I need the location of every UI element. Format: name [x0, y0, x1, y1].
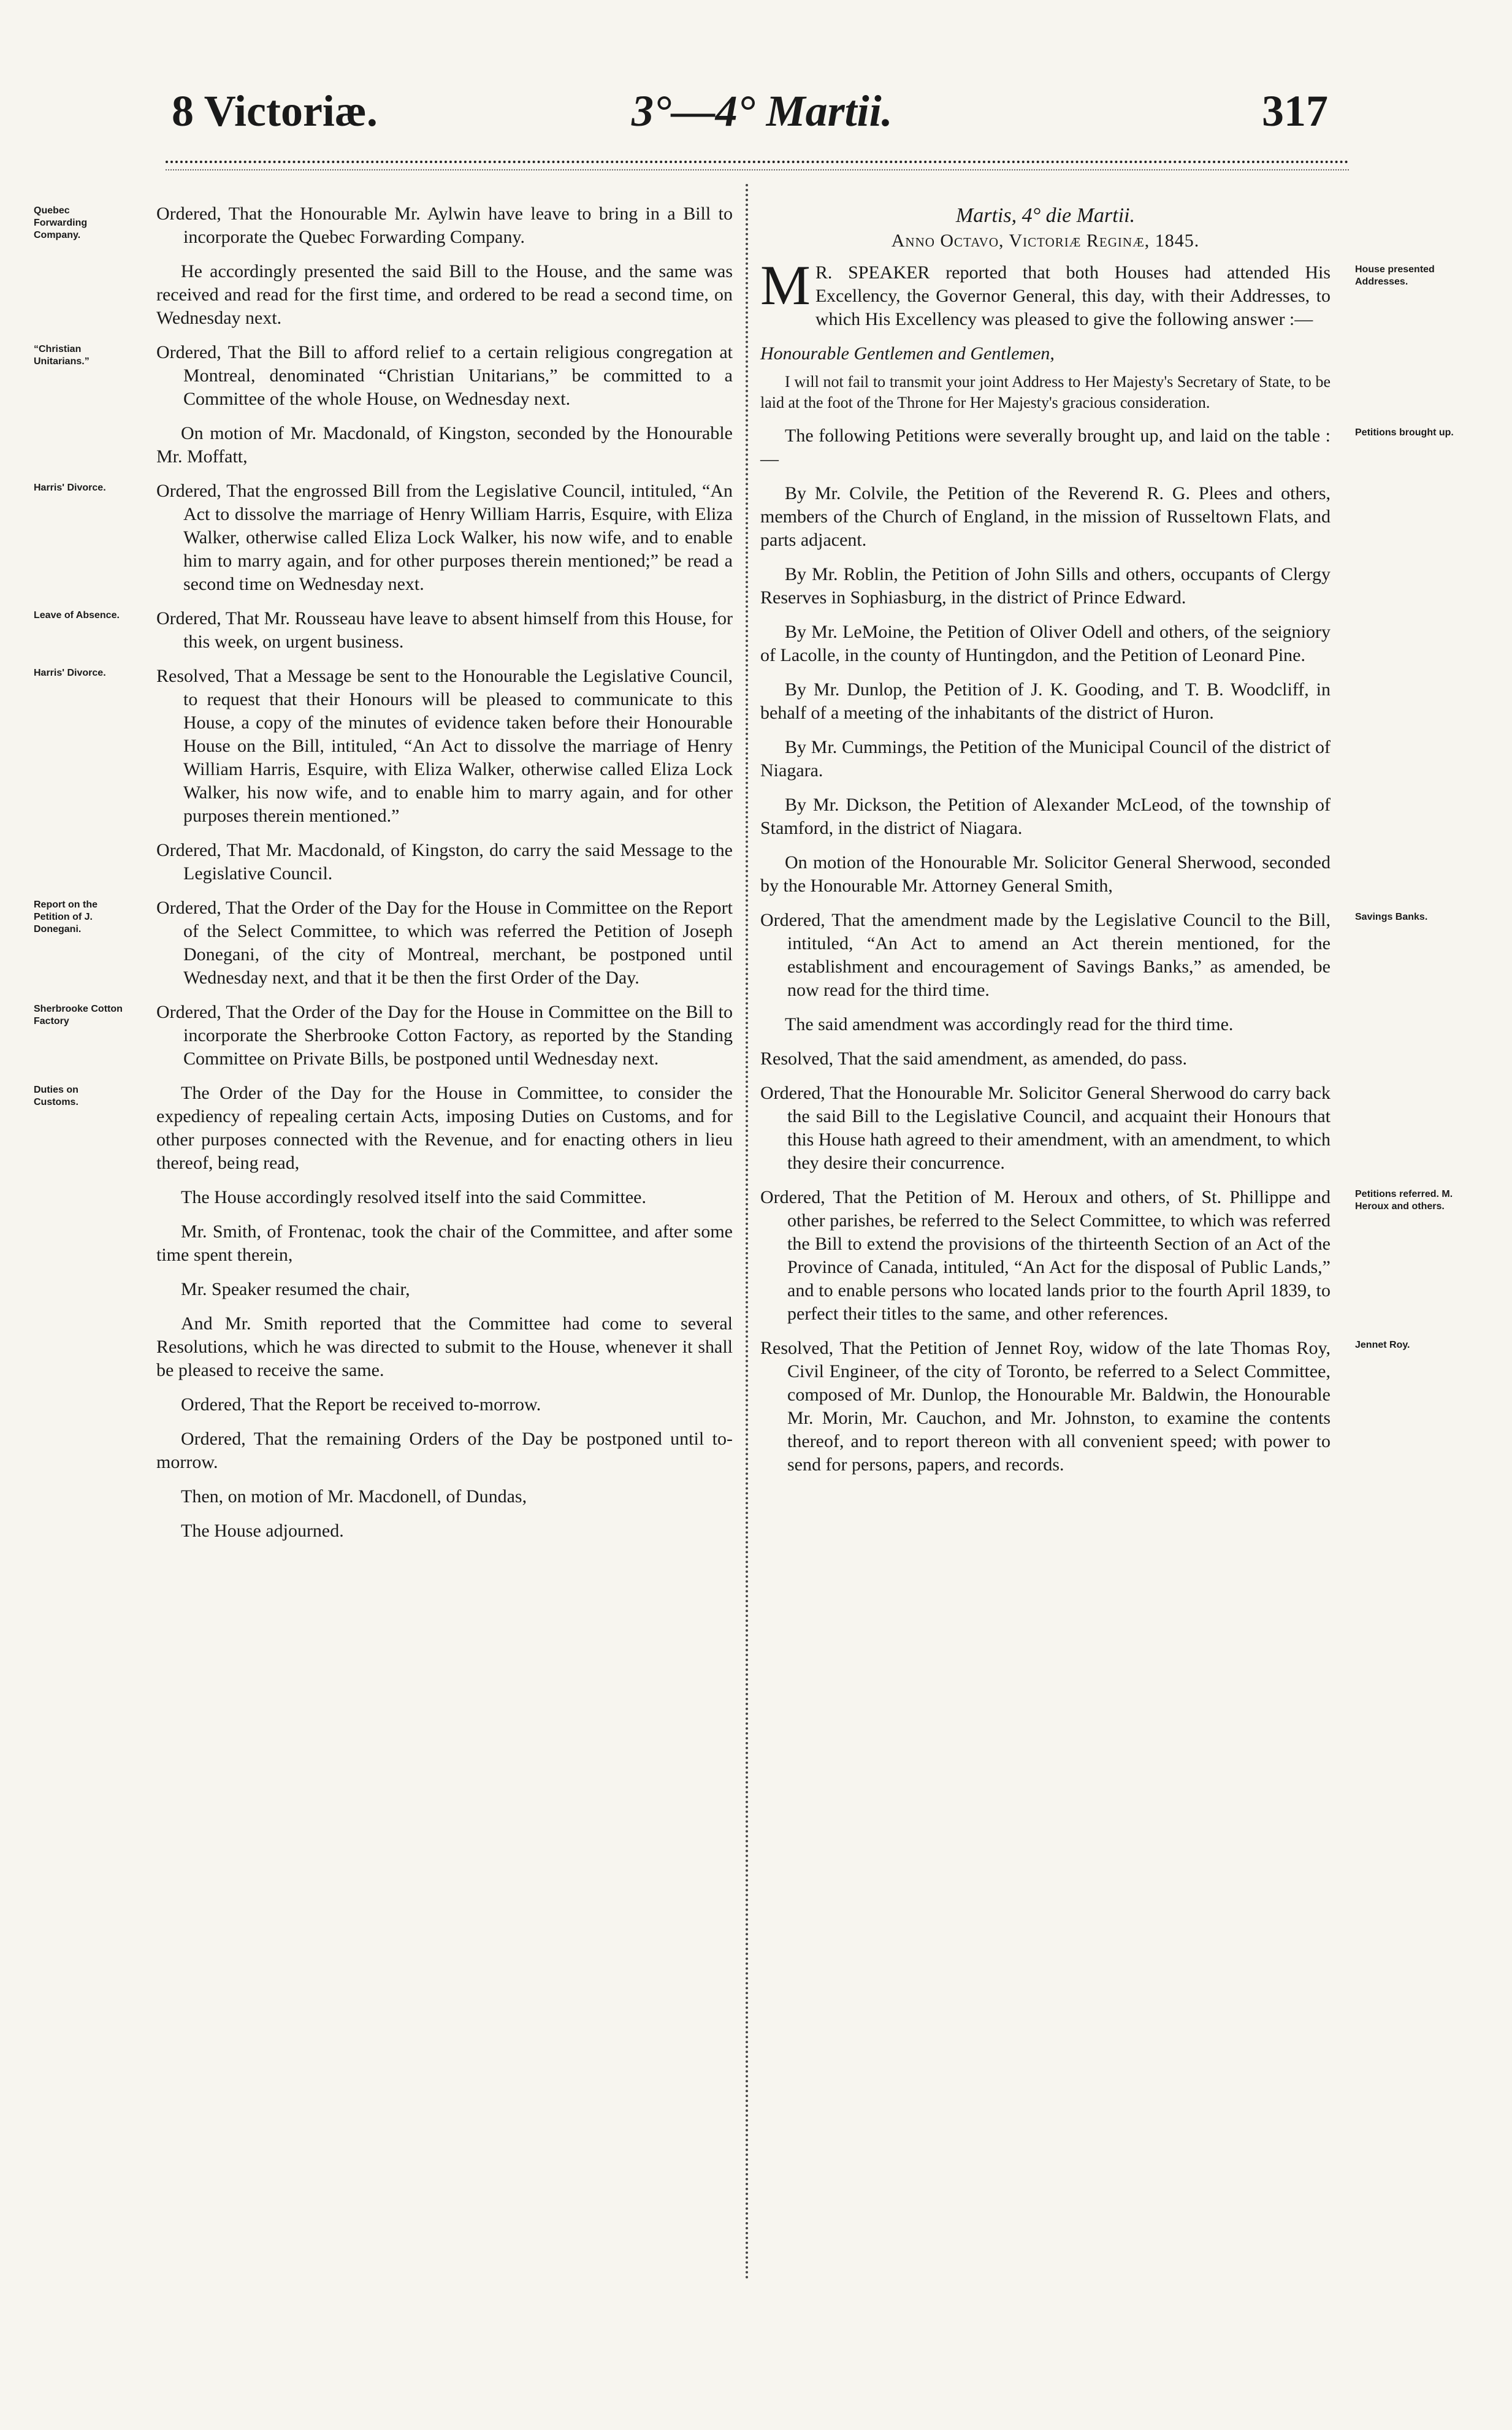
journal-entry [156, 422, 733, 468]
journal-entry [760, 424, 1454, 471]
entry-text: By Mr. LeMoine, the Petition of Oliver Odell and others, of the seigniory of Lacolle, in the county of Huntingdon, and the Petition of Leonard Pine. [760, 622, 1331, 665]
journal-entry [156, 1427, 733, 1474]
journal-entry [34, 665, 733, 828]
entry-text: He accordingly presented the said Bill to the House, and the same was received and read for the first time, and ordered to be read a second time, on Wednesday next. [156, 261, 733, 328]
journal-entry [760, 1337, 1410, 1477]
entry-text: Ordered, That Mr. Macdonald, of Kingston, do carry the said Message to the Legislative Council. [156, 840, 733, 884]
drop-cap: M [760, 254, 811, 316]
entry-text: Ordered, That the Honourable Mr. Aylwin have leave to bring in a Bill to incorporate the Quebec Forwarding Company. [156, 204, 733, 247]
journal-entry [156, 1393, 733, 1416]
journal-entry [760, 851, 1331, 898]
margin-note: Harris' Divorce. [34, 668, 106, 678]
journal-entry [760, 909, 1428, 1002]
margin-note: Sherbrooke Cotton Factory [34, 1004, 123, 1026]
header-rule [166, 161, 1349, 163]
entry-text: By Mr. Dunlop, the Petition of J. K. Gooding, and T. B. Woodcliff, in behalf of a meeting of the inhabitants of the district of Huron. [760, 679, 1331, 723]
entry-text: Ordered, That the remaining Orders of the Day be postponed until to-morrow. [156, 1429, 733, 1472]
left-column [34, 202, 733, 1554]
margin-note: “Christian Unitarians.” [34, 344, 90, 367]
journal-entry [34, 341, 733, 411]
header-rule-secondary [166, 169, 1349, 170]
journal-entry [760, 678, 1331, 725]
entry-text: Ordered, That the Order of the Day for the House in Committee on the Bill to incorporate the Sherbrooke Cotton Factory, as reported by the Standing Committee on Private Bills, be postponed until Wednesday next. [156, 1002, 733, 1069]
salutation: Honourable Gentlemen and Gentlemen, [760, 343, 1055, 364]
opening-paragraph [760, 254, 1435, 331]
governor-answer: I will not fail to transmit your joint Address to Her Majesty's Secretary of State, to be laid at the foot of the Throne for Her Majesty's gracious consideration. [760, 373, 1331, 411]
entry-text: Then, on motion of Mr. Macdonell, of Dundas, [181, 1486, 527, 1507]
entry-text: Resolved, That the Petition of Jennet Roy, widow of the late Thomas Roy, Civil Engineer, of the city of Toronto, be referred to a Select Committee, composed of Mr. Dunlop, the Honourable Mr. Baldwin, the Honourable Mr. Morin, Mr. Cauchon, and Mr. Johnston, to examine the contents thereof, and to report thereon with all convenient speed; with power to send for persons, papers, and records. [760, 1338, 1331, 1475]
journal-entry [760, 736, 1331, 782]
margin-note: House presented Addresses. [1355, 264, 1435, 287]
journal-entry [760, 793, 1331, 840]
entry-text: Ordered, That the Petition of M. Heroux and others, of St. Phillippe and other parishes, be referred to the Select Committee, to which was referred the Bill to extend the provisions of the thirteenth Section of an Act of the Province of Canada, intituled, “An Act for the disposal of Public Lands,” and to enable persons who located lands prior to the fourth April 1839, to perfect their titles to the same, and other references. [760, 1187, 1331, 1324]
journal-entry [156, 1220, 733, 1267]
journal-entry [156, 1278, 733, 1301]
journal-entry [760, 1047, 1331, 1071]
running-head-left: 8 Victoriæ. [172, 86, 378, 136]
margin-note: Leave of Absence. [34, 610, 120, 621]
margin-note: Jennet Roy. [1355, 1340, 1410, 1350]
right-column-entries [760, 424, 1454, 1477]
journal-entry [34, 607, 733, 654]
entry-text: Mr. Smith, of Frontenac, took the chair of the Committee, and after some time spent therein, [156, 1221, 733, 1265]
entry-text: Ordered, That the amendment made by the Legislative Council to the Bill, intituled, “An Act to amend an Act therein mentioned, for the establishment and encouragement of Savings Banks,” as amended, be now read for the third time. [760, 910, 1331, 1000]
journal-entry [34, 202, 733, 249]
entry-text: The Order of the Day for the House in Committee, to consider the expediency of repealing certain Acts, imposing Duties on Customs, and for other purposes connected with the Revenue, and for enacting others in lieu thereof, being read, [156, 1083, 733, 1173]
running-head-center: 3°—4° Martii. [632, 86, 893, 136]
regnal-line: Anno Octavo, Victoriæ Reginæ, 1845. [891, 231, 1200, 251]
entry-text: On motion of the Honourable Mr. Solicitor General Sherwood, seconded by the Honourable Mr. Attorney General Smith, [760, 852, 1331, 896]
entry-text: The House accordingly resolved itself into the said Committee. [181, 1187, 646, 1207]
entry-text: On motion of Mr. Macdonald, of Kingston, seconded by the Honourable Mr. Moffatt, [156, 423, 733, 467]
journal-entry [156, 260, 733, 330]
journal-entry [760, 1013, 1331, 1036]
journal-entry [156, 1186, 733, 1209]
entry-text: By Mr. Dickson, the Petition of Alexander McLeod, of the township of Stamford, in the district of Niagara. [760, 795, 1331, 838]
margin-note: Savings Banks. [1355, 912, 1428, 922]
column-divider [746, 184, 748, 2281]
entry-text: By Mr. Roblin, the Petition of John Sills and others, occupants of Clergy Reserves in Sophiasburg, in the district of Prince Edward. [760, 564, 1331, 608]
entry-text: The said amendment was accordingly read for the third time. [785, 1014, 1234, 1034]
journal-entry [760, 621, 1331, 667]
journal-entry [156, 839, 733, 885]
entry-text: By Mr. Cummings, the Petition of the Municipal Council of the district of Niagara. [760, 737, 1331, 781]
page-header [0, 86, 1512, 153]
journal-entry [156, 1485, 733, 1508]
journal-entry [156, 1519, 733, 1543]
journal-entry [34, 896, 733, 990]
journal-entry [34, 480, 733, 596]
journal-entry [760, 1082, 1331, 1175]
date-heading: Martis, 4° die Martii. [955, 204, 1136, 227]
entry-text: Ordered, That the Report be received to-morrow. [181, 1394, 541, 1415]
journal-entry [760, 563, 1331, 609]
journal-entry [760, 1186, 1453, 1326]
entry-text: By Mr. Colvile, the Petition of the Reverend R. G. Plees and others, members of the Church of England, in the mission of Russeltown Flats, and parts adjacent. [760, 483, 1331, 550]
entry-text: Ordered, That the Honourable Mr. Solicitor General Sherwood do carry back the said Bill to the Legislative Council, and acquaint their Honours that this House hath agreed to their amendment, with an amendment, to which they desire their concurrence. [760, 1083, 1331, 1173]
entry-text: Ordered, That the Bill to afford relief to a certain religious congregation at Montreal, denominated “Christian Unitarians,” be committed to a Committee of the whole House, on Wednesday next. [156, 342, 733, 409]
journal-entry [156, 1312, 733, 1382]
right-column [760, 202, 1454, 1488]
entry-text: Resolved, That the said amendment, as amended, do pass. [760, 1049, 1187, 1069]
page-number: 317 [1262, 86, 1328, 136]
journal-entry [34, 1001, 733, 1071]
entry-text: Resolved, That a Message be sent to the Honourable the Legislative Council, to request that their Honours will be pleased to communicate to this House, a copy of the minutes of evidence taken before their Honourable House on the Bill, intituled, “An Act to dissolve the marriage of Henry William Harris, Esquire, with Eliza Walker, otherwise called Eliza Lock Walker, his now wife, and to enable him to marry again, and for other purposes therein mentioned.” [156, 666, 733, 826]
margin-note: Quebec Forwarding Company. [34, 205, 88, 240]
journal-entry [34, 1082, 733, 1175]
entry-text: Ordered, That the engrossed Bill from the Legislative Council, intituled, “An Act to dissolve the marriage of Henry William Harris, Esquire, with Eliza Walker, otherwise called Eliza Lock Walker, his now wife, and to enable him to marry again, and for other purposes therein mentioned;” be read a second time on Wednesday next. [156, 481, 733, 594]
entry-text: The House adjourned. [181, 1521, 344, 1541]
entry-text: And Mr. Smith reported that the Committee had come to several Resolutions, which he was directed to submit to the House, whenever it shall be pleased to receive the same. [156, 1313, 733, 1380]
margin-note: Harris' Divorce. [34, 483, 106, 493]
journal-entry [760, 482, 1331, 552]
margin-note: Petitions referred. M. Heroux and others. [1355, 1189, 1453, 1212]
entry-text: Mr. Speaker resumed the chair, [181, 1279, 410, 1299]
opening-text: R. SPEAKER reported that both Houses had attended His Excellency, the Governor General, this day, with their Addresses, to which His Excellency was pleased to give the following answer :— [815, 262, 1331, 329]
margin-note: Report on the Petition of J. Donegani. [34, 900, 97, 934]
entry-text: Ordered, That Mr. Rousseau have leave to absent himself from this House, for this week, on urgent business. [156, 608, 733, 652]
entry-text: The following Petitions were severally brought up, and laid on the table :— [760, 426, 1331, 469]
entry-text: Ordered, That the Order of the Day for the House in Committee on the Report of the Select Committee, to which was referred the Petition of Joseph Donegani, of the city of Montreal, merchant, be postponed until Wednesday next, and that it be then the first Order of the Day. [156, 898, 733, 988]
margin-note: Petitions brought up. [1355, 427, 1454, 438]
margin-note: Duties on Customs. [34, 1085, 78, 1107]
